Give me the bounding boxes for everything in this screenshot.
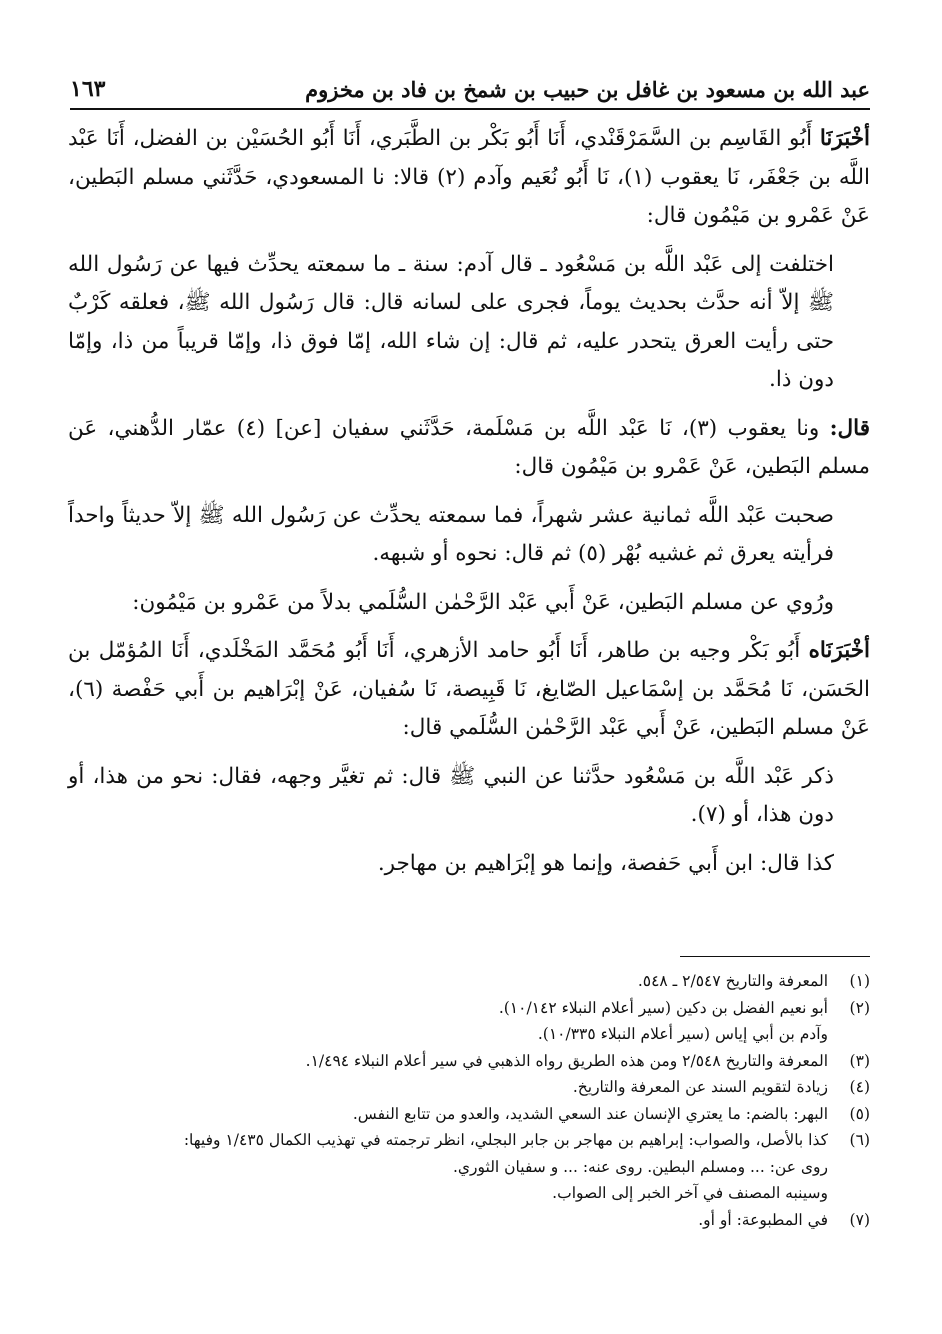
paragraph (68, 497, 870, 574)
footnote (68, 1207, 870, 1234)
paragraph-lead-word: أخْبَرَنَاه (808, 638, 870, 663)
paragraph-text: ذكر عَبْد اللَّه بن مَسْعُود حدَّثنا عن النبي ﷺ قال: ثم تغيَّر وجهه، فقال: نحو من هذا، أو دون هذا، أو (٧). (68, 763, 834, 827)
footnote-line: المعرفة والتاريخ ٢/٥٤٨ ومن هذه الطريق رواه الذهبي في سير أعلام النبلاء ١/٤٩٤. (305, 1051, 828, 1070)
footnote-line: وسينبه المصنف في آخر الخبر إلى الصواب. (552, 1184, 828, 1202)
footnote-number: (٢) (849, 998, 870, 1017)
paragraph-lead-word: قال: (829, 415, 870, 441)
footnote-line: البهر: بالضم: ما يعتري الإنسان عند السعي الشديد، والعدو من تتابع النفس. (352, 1104, 828, 1123)
paragraph-text: اختلفت إلى عَبْد اللَّه بن مَسْعُود ـ قال آدم: سنة ـ ما سمعته يحدِّث فيها عن رَسُول الله ﷺ إلاّ أنه حدَّث بحديث يوماً، فجرى على لسانه قال: قال رَسُول الله ﷺ، فعلقه كَرْبٌ حتى رأيت العرق يتحدر عليه، ثم قال: إن شاء الله، إمّا فوق ذا، وإمّا قريباً من ذا، وإمّا دون ذا. (68, 251, 834, 392)
main-text (68, 120, 870, 893)
paragraph (68, 120, 870, 236)
footnote-number: (٣) (849, 1051, 870, 1070)
paragraph (68, 246, 870, 400)
footnote (68, 1074, 870, 1101)
footnote (68, 968, 870, 995)
footnote-number: (٥) (849, 1104, 870, 1123)
footnote (68, 1127, 870, 1207)
paragraph (68, 410, 870, 487)
footnote-line: في المطبوعة: أو أو. (698, 1210, 828, 1229)
footnote-number: (٧) (849, 1210, 870, 1229)
footnote-line: أبو نعيم الفضل بن دكين (سير أعلام النبلاء ١٠/١٤٢). (498, 998, 828, 1017)
paragraph (68, 845, 870, 884)
footnote-number: (٦) (849, 1131, 870, 1149)
footnote-line: وآدم بن أبي إياس (سير أعلام النبلاء ١٠/٣٣٥). (537, 1025, 828, 1043)
footnote (68, 1048, 870, 1075)
paragraph-text: أَبُو بَكْر وجيه بن طاهر، أَنَا أَبُو حامد الأزهري، أَنَا أَبُو مُحَمَّد المَخْلَدي، أَنَا المُؤمّل بن الحَسَن، نَا مُحَمَّد بن إسْمَاعيل الصّايغ، نَا قَبِيصة، نَا سُفيان، عَنْ إبْرَاهيم بن أَبي حَفْصة (٦)، عَنْ مسلم البَطين، عَنْ أَبي عَبْد الرَّحْمٰن السُّلَمي قال: (68, 638, 870, 740)
footnote-number: (٤) (849, 1078, 870, 1096)
paragraph-text: أَبُو القَاسِم بن السَّمَرْقَنْدي، أَنَا أَبُو بَكْر بن الطَّبَري، أَنَا أَبُو الحُسَيْن بن الفضل، أَنَا عَبْد اللَّه بن جَعْفَر، نَا يعقوب (١)، نَا أَبُو نُعَيم وآدم (٢) قالا: نا المسعودي، حَدَّثَني مسلم البَطين، عَنْ عَمْرو بن مَيْمُون قال: (68, 126, 870, 228)
paragraph-lead-word: أخْبَرَنَا (819, 126, 870, 151)
footnotes (68, 968, 870, 1233)
footnote (68, 1101, 870, 1128)
paragraph (68, 584, 870, 623)
page-number: ١٦٣ (70, 76, 106, 102)
footnote-separator (680, 956, 870, 957)
paragraph-text: كذا قال: ابن أَبي حَفصة، وإنما هو إبْرَاهيم بن مهاجر. (377, 850, 834, 876)
footnote-number: (١) (849, 972, 870, 990)
footnote-line: المعرفة والتاريخ ٢/٥٤٧ ـ ٥٤٨. (637, 972, 828, 990)
page-header (70, 58, 870, 110)
footnote-line: روى عن: ... ومسلم البطين. روى عنه: ... و سفيان الثوري. (452, 1157, 828, 1176)
paragraph-text: صحبت عَبْد اللَّه ثمانية عشر شهراً، فما سمعته يحدِّث عن رَسُول الله ﷺ إلاّ حديثاً واحداً فرأيته يعرق ثم غشيه بُهْر (٥) ثم قال: نحوه أو شبهه. (68, 502, 834, 566)
running-title: عبد الله بن مسعود بن غافل بن حبيب بن شمخ بن فاد بن مخزوم (305, 77, 870, 102)
paragraph (68, 758, 870, 835)
paragraph-text: ورُوي عن مسلم البَطين، عَنْ أَبي عَبْد الرَّحْمٰن السُّلَمي بدلاً من عَمْرو بن مَيْمُون: (132, 589, 834, 615)
footnote-line: زيادة لتقويم السند عن المعرفة والتاريخ. (572, 1078, 828, 1096)
footnote (68, 995, 870, 1048)
paragraph-text: ونا يعقوب (٣)، نَا عَبْد اللَّه بن مَسْلَمة، حَدَّثَني سفيان [عن] (٤) عمّار الدُّهني، عَن مسلم البَطين، عَنْ عَمْرو بن مَيْمُون قال: (68, 415, 870, 479)
footnote-line: كذا بالأصل، والصواب: إبراهيم بن مهاجر بن جابر البجلي، انظر ترجمته في تهذيب الكمال ١/٤٣٥ وفيها: (183, 1131, 828, 1149)
paragraph (68, 632, 870, 748)
